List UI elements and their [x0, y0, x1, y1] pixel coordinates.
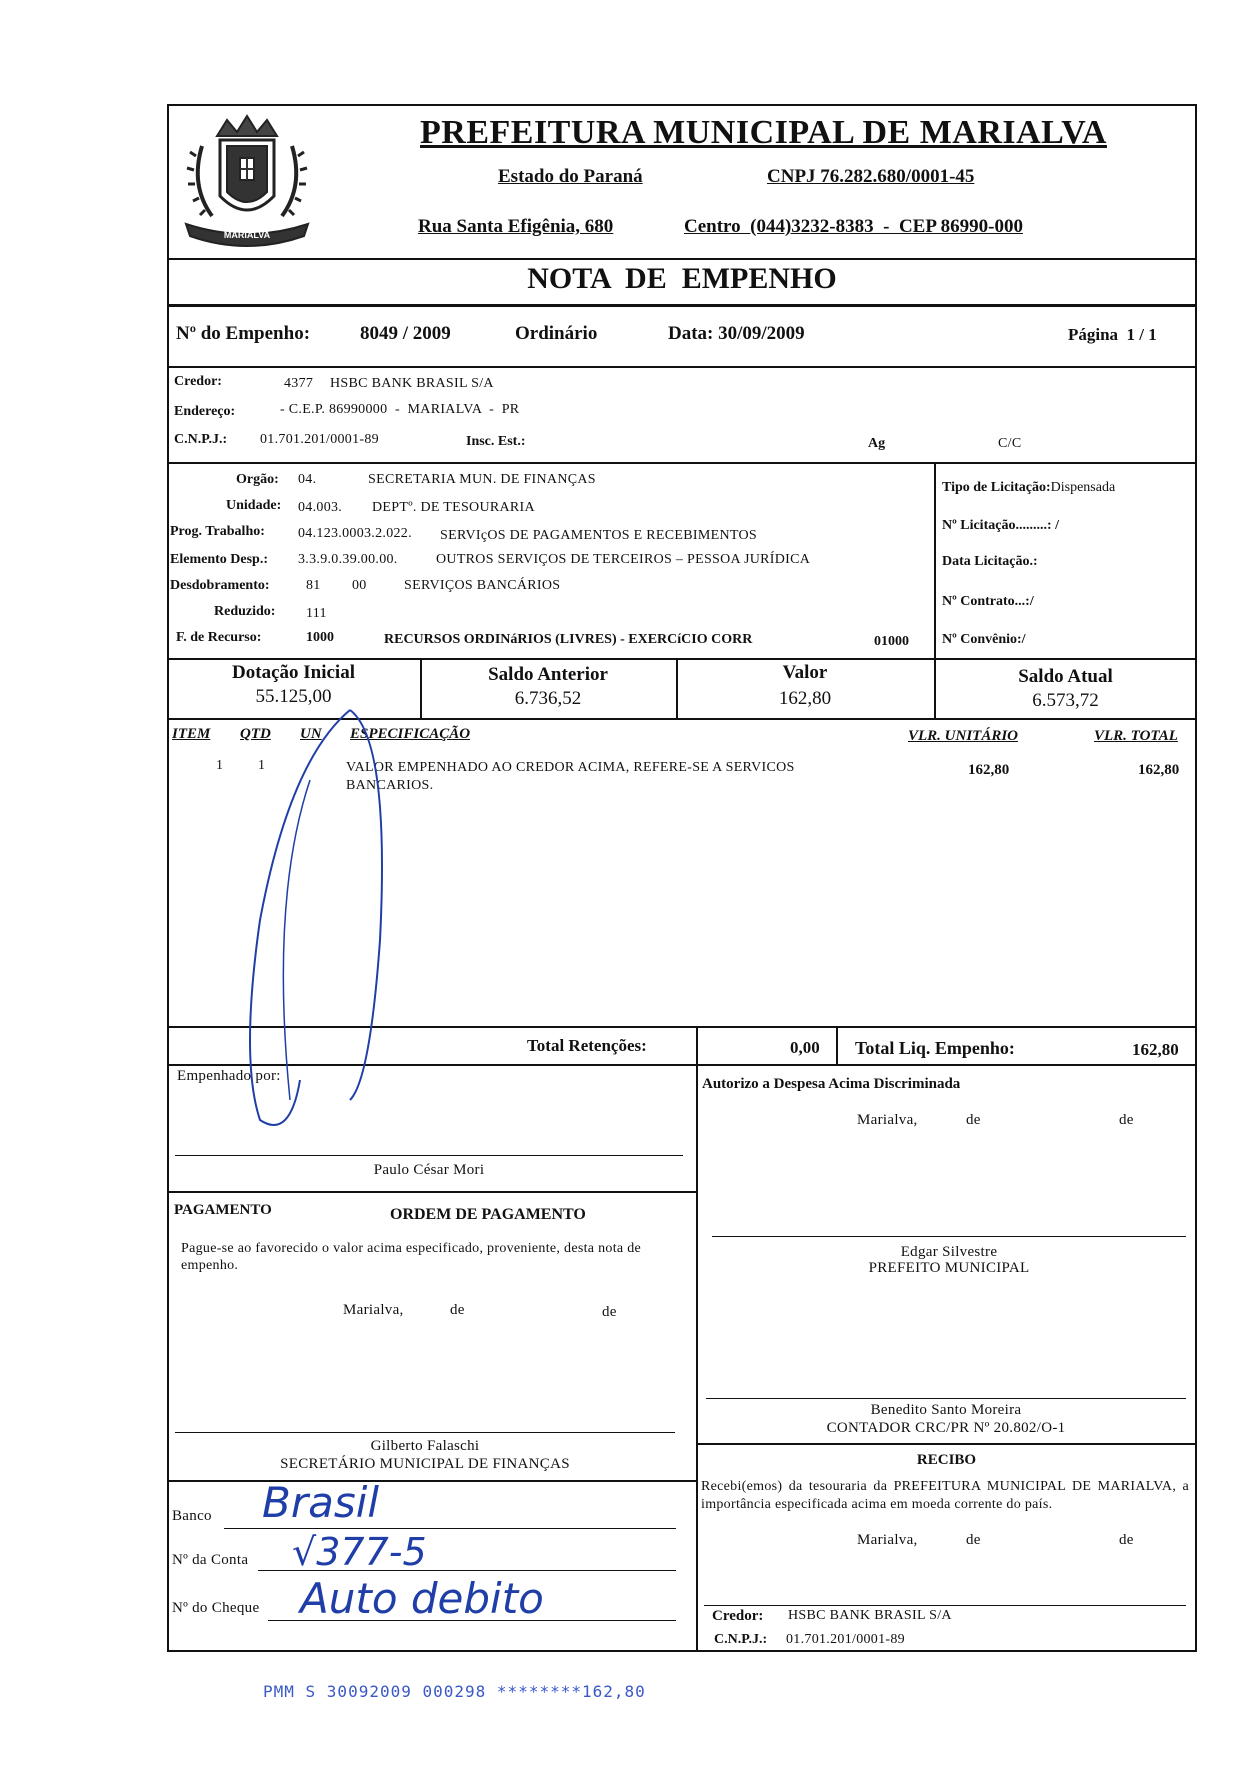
- banco-label: Banco: [172, 1508, 212, 1524]
- licitacao-tipo-label: [942, 480, 1115, 496]
- recibo-credor-label: Credor:: [712, 1608, 764, 1624]
- saldo-anterior-value: 6.736,52: [514, 688, 582, 709]
- pagamento-text: Pague-se ao favorecido o valor acima especificado, proveniente, desta nota de empenho.: [181, 1241, 642, 1273]
- recibo-label: RECIBO: [916, 1452, 977, 1468]
- authentication-stamp: PMM S 30092009 000298 ********162,80: [263, 1682, 646, 1701]
- contador-signer: Benedito Santo Moreira: [870, 1402, 1022, 1418]
- contact-label: Centro (044)3232-8383 - CEP 86990-000: [684, 216, 1023, 237]
- municipal-crest-logo: [172, 106, 322, 256]
- recurso-code2: 01000: [874, 634, 909, 649]
- dotacao-value: 55.125,00: [255, 686, 332, 707]
- empenhado-label: Empenhado por:: [177, 1068, 281, 1084]
- recibo-de2: de: [1119, 1532, 1134, 1548]
- item-qtd: 1: [258, 758, 266, 773]
- empenho-type: Ordinário: [515, 323, 598, 344]
- recibo-de1: de: [966, 1532, 981, 1548]
- total-liquido-label: Total Liq. Empenho:: [855, 1038, 1015, 1058]
- item-total-value: 162,80: [1138, 762, 1180, 778]
- dotacao-label: Dotação Inicial: [232, 662, 355, 683]
- cnpj-credor-label: C.N.P.J.:: [174, 432, 228, 447]
- recibo-cnpj-label: C.N.P.J.:: [714, 1632, 768, 1647]
- recurso-desc: RECURSOS ORDINáRIOS (LIVRES) - EXERCíCIO CORR: [384, 632, 753, 647]
- desdobramento-label: Desdobramento:: [170, 578, 270, 593]
- recurso-label: F. de Recurso:: [176, 630, 262, 645]
- licitacao-tipo-value: Dispensada: [1050, 480, 1116, 495]
- desdobramento-desc: SERVIÇOS BANCÁRIOS: [404, 578, 561, 593]
- autorizo-de1: de: [966, 1112, 981, 1128]
- cnpj-credor-value: 01.701.201/0001-89: [260, 432, 379, 447]
- recurso-code: 1000: [306, 630, 334, 645]
- prog-desc: SERVIçOS DE PAGAMENTOS E RECEBIMENTOS: [440, 528, 757, 543]
- contrato-num: Nº Contrato...:/: [942, 594, 1034, 609]
- pagamento-de1: de: [450, 1302, 465, 1318]
- pagamento-label: PAGAMENTO: [174, 1202, 272, 1218]
- prog-label: Prog. Trabalho:: [170, 524, 265, 539]
- recibo-city: Marialva,: [857, 1532, 918, 1548]
- saldo-atual-label: Saldo Atual: [1018, 666, 1113, 687]
- handwritten-signature-mark: [230, 700, 430, 1140]
- total-liquido-value: 162,80: [1132, 1040, 1179, 1059]
- pagamento-role: SECRETÁRIO MUNICIPAL DE FINANÇAS: [280, 1456, 570, 1472]
- cheque-label: Nº do Cheque: [172, 1600, 260, 1616]
- endereco-label: Endereço:: [174, 404, 236, 419]
- credor-code: 4377: [284, 376, 314, 391]
- banco-handwritten: Brasil: [262, 1478, 380, 1527]
- state-label: Estado do Paraná: [498, 166, 643, 187]
- saldo-anterior-label: Saldo Anterior: [488, 664, 608, 685]
- insc-est-label: Insc. Est.:: [466, 434, 526, 449]
- orgao-desc: SECRETARIA MUN. DE FINANÇAS: [368, 472, 596, 487]
- desdobramento-code2: 00: [352, 578, 367, 593]
- contador-role: CONTADOR CRC/PR Nº 20.802/O-1: [826, 1420, 1066, 1436]
- item-number: 1: [216, 758, 224, 773]
- empenhado-signer: Paulo César Mori: [373, 1162, 485, 1178]
- credor-name: HSBC BANK BRASIL S/A: [330, 376, 494, 391]
- crest-ribbon-text: MARIALVA: [223, 230, 271, 240]
- cc-label: C/C: [998, 436, 1022, 451]
- desdobramento-code1: 81: [306, 578, 321, 593]
- ordem-pagamento-label: ORDEM DE PAGAMENTO: [390, 1206, 586, 1223]
- cnpj-label: CNPJ 76.282.680/0001-45: [767, 166, 975, 187]
- saldo-atual-value: 6.573,72: [1032, 690, 1099, 711]
- pagamento-signer: Gilberto Falaschi: [370, 1438, 480, 1454]
- autorizo-role: PREFEITO MUNICIPAL: [868, 1260, 1030, 1276]
- unidade-label: Unidade:: [226, 498, 282, 513]
- item-unit-value: 162,80: [968, 762, 1010, 778]
- valor-label: Valor: [782, 662, 828, 683]
- item-desc-line1: VALOR EMPENHADO AO CREDOR ACIMA, REFERE-SE A SERVICOS: [346, 760, 795, 775]
- page-indicator: Página 1 / 1: [1068, 325, 1157, 344]
- unidade-code: 04.003.: [298, 500, 343, 515]
- conta-label: Nº da Conta: [172, 1552, 249, 1568]
- elemento-desc: OUTROS SERVIÇOS DE TERCEIROS – PESSOA JURÍDICA: [436, 552, 811, 567]
- licitacao-tipo-key: Tipo de Licitação:: [942, 480, 1051, 495]
- licitacao-data: Data Licitação.:: [942, 554, 1038, 569]
- recibo-credor-value: HSBC BANK BRASIL S/A: [788, 1608, 952, 1623]
- autorizo-label: Autorizo a Despesa Acima Discriminada: [702, 1076, 961, 1092]
- reduzido-label: Reduzido:: [214, 604, 276, 619]
- credor-label: Credor:: [174, 374, 222, 389]
- autorizo-signer: Edgar Silvestre: [900, 1244, 998, 1260]
- retencoes-value: 0,00: [790, 1038, 820, 1057]
- orgao-code: 04.: [298, 472, 317, 487]
- reduzido-code: 111: [306, 606, 327, 621]
- convenio-num: Nº Convênio:/: [942, 632, 1026, 647]
- empenho-number: 8049 / 2009: [360, 323, 451, 344]
- col-especificacao: ESPECIFICAÇÃO: [350, 726, 471, 742]
- ag-label: Ag: [868, 436, 886, 451]
- prog-code: 04.123.0003.2.022.: [298, 526, 412, 541]
- pagamento-city: Marialva,: [343, 1302, 404, 1318]
- recibo-text: Recebi(emos) da tesouraria da PREFEITURA MUNICIPAL DE MARIALVA, a importância especificada acima em moeda corrente do país.: [701, 1479, 1189, 1512]
- valor-value: 162,80: [778, 688, 832, 709]
- col-item: ITEM: [172, 726, 211, 742]
- address-label: Rua Santa Efigênia, 680: [418, 216, 614, 237]
- elemento-code: 3.3.9.0.39.00.00.: [298, 552, 398, 567]
- cheque-handwritten: Auto debito: [300, 1574, 544, 1623]
- col-vlr-total: VLR. TOTAL: [1094, 728, 1178, 744]
- empenho-date: Data: 30/09/2009: [668, 323, 805, 344]
- item-desc-line2: BANCARIOS.: [346, 778, 434, 793]
- col-vlr-unitario: VLR. UNITÁRIO: [908, 728, 1019, 744]
- col-qtd: QTD: [240, 726, 271, 742]
- orgao-label: Orgão:: [236, 472, 279, 487]
- municipality-title: PREFEITURA MUNICIPAL DE MARIALVA: [420, 114, 1107, 151]
- autorizo-de2: de: [1119, 1112, 1134, 1128]
- autorizo-city: Marialva,: [857, 1112, 918, 1128]
- licitacao-num: Nº Licitação.........: /: [942, 518, 1059, 533]
- conta-handwritten: √377-5: [292, 1530, 427, 1574]
- retencoes-label: Total Retenções:: [527, 1036, 647, 1055]
- pagamento-de2: de: [602, 1304, 617, 1320]
- endereco-value: - C.E.P. 86990000 - MARIALVA - PR: [280, 402, 520, 417]
- empenho-number-label: Nº do Empenho:: [176, 323, 311, 344]
- col-un: UN: [300, 726, 322, 742]
- elemento-label: Elemento Desp.:: [170, 552, 268, 567]
- document-title: NOTA DE EMPENHO: [527, 262, 837, 295]
- recibo-cnpj-value: 01.701.201/0001-89: [786, 1632, 905, 1647]
- unidade-desc: DEPTº. DE TESOURARIA: [372, 500, 535, 515]
